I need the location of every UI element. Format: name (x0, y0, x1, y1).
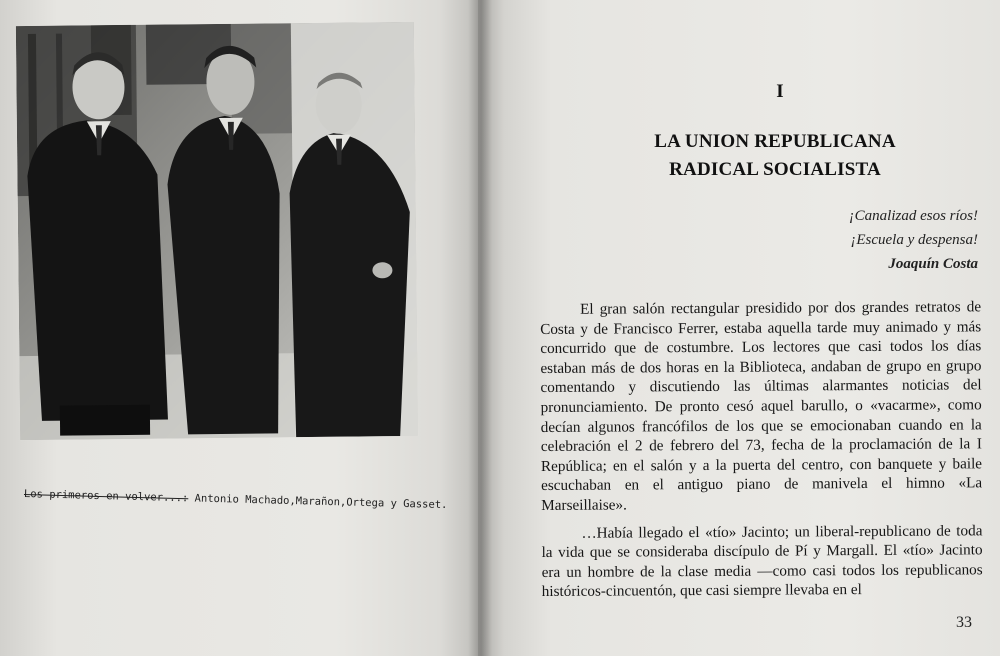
chapter-title (600, 128, 950, 184)
paragraph-1: El gran salón rectangular presidido por dos grandes retratos de Costa y de Francisco Ferrer, estaba aquella tarde muy animado y más concurrido que de costumbre. Los lectores que casi todos los días estaban más de dos horas en la Biblioteca, andaban de grupo en grupo comentando y discutiendo las últimas alarmantes noticias del pronunciamiento. De pronto cesó aquel barullo, o «vacarme», como decían algunos francófilos de los que se emocionaban cuando en la celebración el 2 de febrero del 73, fecha de la proclamación de la I República; en el salón y a la puerta del centro, con banquete y baile escuchaban en el antiguo piano de manivela el himno «La Marseillaise». (540, 298, 983, 514)
photograph-image (16, 22, 418, 440)
photograph (16, 22, 418, 440)
paragraph-2: …Había llegado el «tío» Jacinto; un liberal-republicano de toda la vida que se consideraba discípulo de Pí y Margall. El «tío» Jacinto era un hombre de la clase media —como casi todos los republicanos históricos-cincuentón, que casi siempre llevaba en el (541, 521, 983, 601)
chapter-title-line-1: LA UNION REPUBLICANA (654, 131, 896, 152)
photo-caption (23, 488, 448, 512)
caption-names: Antonio Machado,Marañon,Ortega y Gasset. (188, 492, 448, 512)
body-text (540, 297, 983, 602)
epigraph-line-1: ¡Canalizad esos ríos! (848, 208, 978, 224)
book-gutter (468, 0, 492, 656)
epigraph-author: Joaquín Costa (888, 256, 978, 272)
chapter-number: I (776, 81, 784, 102)
left-page (0, 0, 478, 656)
page-number: 33 (956, 614, 972, 631)
caption-lead: Los primeros en volver...: (23, 488, 189, 505)
epigraph (849, 204, 978, 276)
chapter-title-line-2: RADICAL SOCIALISTA (669, 159, 881, 180)
epigraph-line-2: ¡Escuela y despensa! (850, 232, 978, 248)
